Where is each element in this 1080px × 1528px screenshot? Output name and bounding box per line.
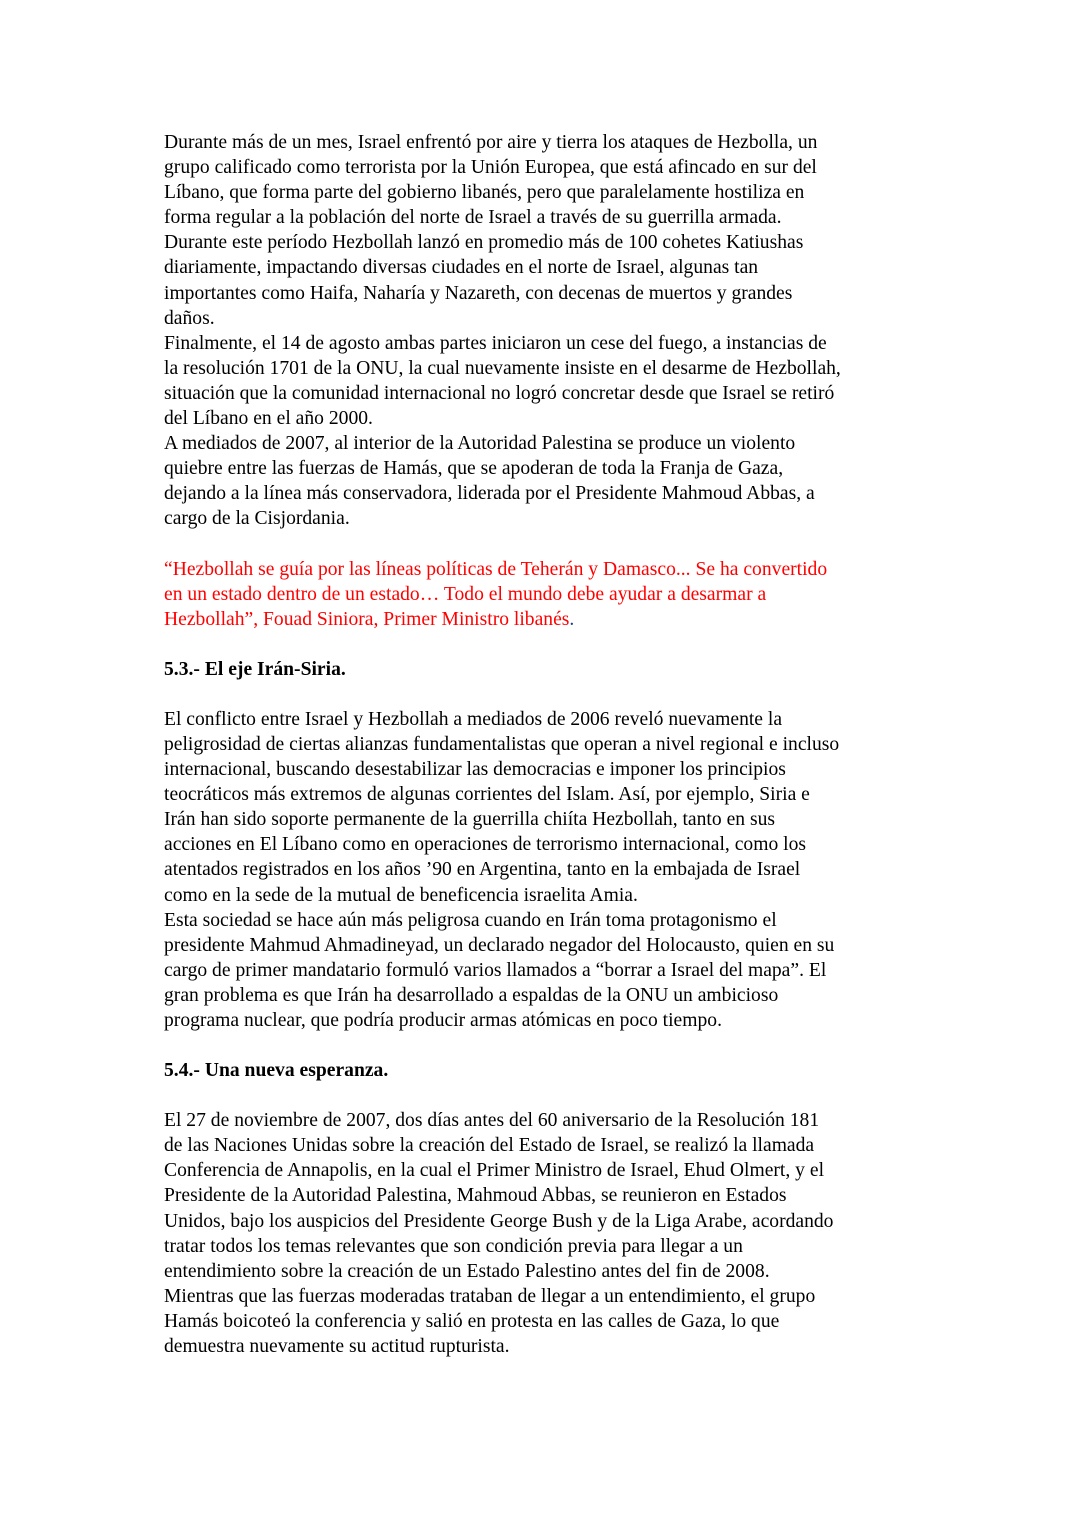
section-heading-nueva-esperanza: 5.4.- Una nueva esperanza. xyxy=(164,1060,389,1082)
text-line: forma regular a la población del norte de Israel a través de su guerrilla armada. xyxy=(164,207,782,229)
quote-line-text: Hezbollah”, Fouad Siniora, Primer Ministro libanés xyxy=(164,608,570,630)
text-line: atentados registrados en los años ’90 en Argentina, tanto en la embajada de Israel xyxy=(164,859,801,881)
text-line: grupo calificado como terrorista por la Unión Europea, que está afincado en sur del xyxy=(164,157,817,179)
text-line: quiebre entre las fuerzas de Hamás, que se apoderan de toda la Franja de Gaza, xyxy=(164,458,784,480)
text-line: Durante más de un mes, Israel enfrentó por aire y tierra los ataques de Hezbolla, un xyxy=(164,132,818,153)
text-line: Hamás boicoteó la conferencia y salió en protesta en las calles de Gaza, lo que xyxy=(164,1310,780,1332)
text-line: Conferencia de Annapolis, en la cual el Primer Ministro de Israel, Ehud Olmert, y el xyxy=(164,1160,825,1182)
quote-line: “Hezbollah se guía por las líneas políticas de Teherán y Damasco... Se ha convertido xyxy=(164,558,828,580)
text-line: A mediados de 2007, al interior de la Autoridad Palestina se produce un violento xyxy=(164,433,796,455)
text-line: como en la sede de la mutual de beneficencia israelita Amia. xyxy=(164,884,638,906)
text-line: tratar todos los temas relevantes que son condición previa para llegar a un xyxy=(164,1235,743,1257)
quote-line: en un estado dentro de un estado… Todo el mundo debe ayudar a desarmar a xyxy=(164,583,767,605)
text-line: de las Naciones Unidas sobre la creación del Estado de Israel, se realizó la llamada xyxy=(164,1135,815,1157)
section-heading-iran-siria: 5.3.- El eje Irán-Siria. xyxy=(164,658,346,680)
text-line: diariamente, impactando diversas ciudades en el norte de Israel, algunas tan xyxy=(164,257,759,279)
text-line: Durante este período Hezbollah lanzó en promedio más de 100 cohetes Katiushas xyxy=(164,232,804,254)
text-line: demuestra nuevamente su actitud rupturista. xyxy=(164,1336,510,1358)
paragraph-spacer xyxy=(164,1083,934,1108)
text-line: Unidos, bajo los auspicios del Presidente George Bush y de la Liga Arabe, acordando xyxy=(164,1210,834,1232)
text-line: entendimiento sobre la creación de un Estado Palestino antes del fin de 2008. xyxy=(164,1260,770,1282)
document-page xyxy=(164,130,934,1359)
text-line: situación que la comunidad internacional no logró concretar desde que Israel se retiró xyxy=(164,382,835,404)
text-line: El conflicto entre Israel y Hezbollah a mediados de 2006 reveló nuevamente la xyxy=(164,708,783,730)
quote-end-period: . xyxy=(569,608,575,630)
text-line: El 27 de noviembre de 2007, dos días antes del 60 aniversario de la Resolución 181 xyxy=(164,1110,820,1132)
text-line: Mientras que las fuerzas moderadas trataban de llegar a un entendimiento, el grupo xyxy=(164,1285,816,1307)
text-line: Líbano, que forma parte del gobierno libanés, pero que paralelamente hostiliza en xyxy=(164,182,805,204)
text-line: programa nuclear, que podría producir armas atómicas en poco tiempo. xyxy=(164,1010,722,1031)
text-line: cargo de la Cisjordania. xyxy=(164,508,350,530)
paragraph-spacer xyxy=(164,632,934,657)
paragraph-spacer xyxy=(164,682,934,707)
text-line: cargo de primer mandatario formuló varios llamados a “borrar a Israel del mapa”. El xyxy=(164,959,827,981)
text-line: Presidente de la Autoridad Palestina, Mahmoud Abbas, se reunieron en Estados xyxy=(164,1185,787,1207)
text-line: importantes como Haifa, Naharía y Nazareth, con decenas de muertos y grandes xyxy=(164,282,793,304)
text-line: dejando a la línea más conservadora, liderada por el Presidente Mahmoud Abbas, a xyxy=(164,483,815,505)
text-line: presidente Mahmud Ahmadineyad, un declarado negador del Holocausto, quien en su xyxy=(164,934,835,956)
paragraph-hezbollah-war xyxy=(164,130,934,532)
text-line: daños. xyxy=(164,307,215,329)
text-line: del Líbano en el año 2000. xyxy=(164,408,373,430)
text-line: Esta sociedad se hace aún más peligrosa cuando en Irán toma protagonismo el xyxy=(164,909,777,931)
text-line: Irán han sido soporte permanente de la guerrilla chiíta Hezbollah, tanto en sus xyxy=(164,809,776,831)
paragraph-annapolis xyxy=(164,1108,934,1359)
text-line: Finalmente, el 14 de agosto ambas partes iniciaron un cese del fuego, a instancias de xyxy=(164,332,827,354)
paragraph-spacer xyxy=(164,1033,934,1058)
text-line: teocráticos más extremos de algunas corrientes del Islam. Así, por ejemplo, Siria e xyxy=(164,784,810,806)
paragraph-spacer xyxy=(164,532,934,557)
text-line: acciones en El Líbano como en operaciones de terrorismo internacional, como los xyxy=(164,834,807,856)
siniora-quote xyxy=(164,557,934,632)
quote-line-last xyxy=(164,607,934,632)
text-line: internacional, buscando desestabilizar las democracias e imponer los principios xyxy=(164,759,786,781)
text-line: peligrosidad de ciertas alianzas fundamentalistas que operan a nivel regional e incluso xyxy=(164,733,840,755)
text-line: gran problema es que Irán ha desarrollado a espaldas de la ONU un ambicioso xyxy=(164,984,779,1006)
paragraph-iran-siria xyxy=(164,707,934,1033)
text-line: la resolución 1701 de la ONU, la cual nuevamente insiste en el desarme de Hezbollah, xyxy=(164,357,841,379)
